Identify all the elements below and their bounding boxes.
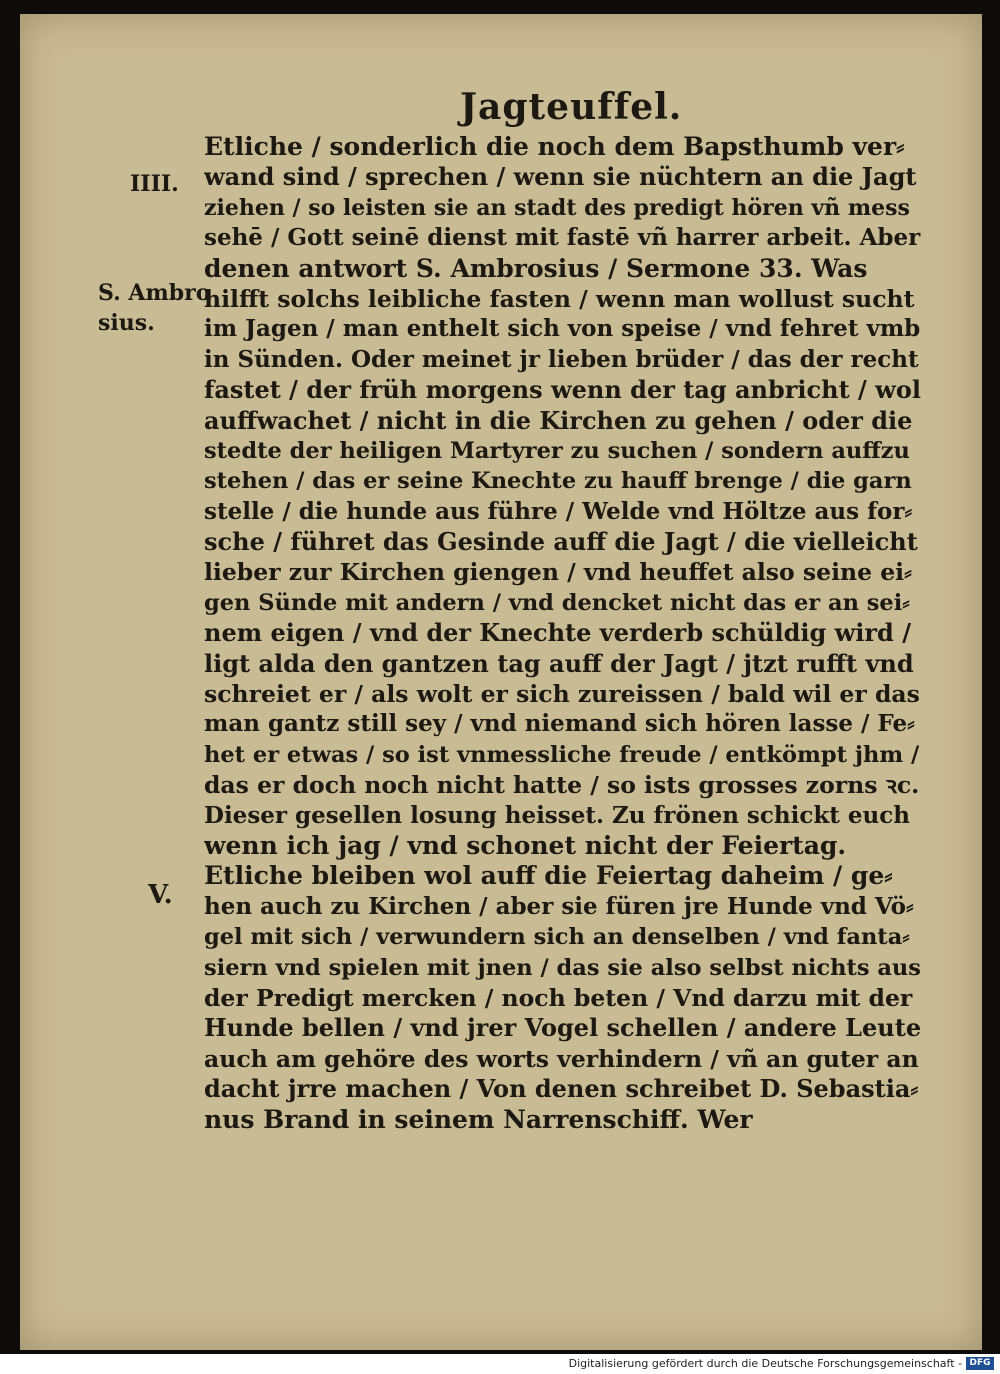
margin-note-iiii: IIII. [130, 171, 179, 197]
text-line: auffwachet / nicht in die Kirchen zu gehen / oder die [204, 405, 913, 435]
text-line: gel mit sich / verwundern sich an denselben / vnd fanta⸗ [204, 924, 910, 951]
text-line: wand sind / sprechen / wenn sie nüchtern an die Jagt [204, 162, 917, 192]
margin-note-v: V. [148, 880, 173, 910]
running-head: Jagteuffel. [460, 86, 683, 128]
text-line: stelle / die hunde aus führe / Welde vnd Höltze aus for⸗ [204, 497, 913, 525]
text-line: nem eigen / vnd der Knechte verderb schüldig wird / [204, 618, 911, 648]
footer-bar [0, 1354, 1000, 1374]
dfg-logo: DFG [966, 1357, 994, 1370]
text-line: stedte der heiligen Martyrer zu suchen / sondern auffzu [204, 437, 910, 464]
text-line: hilfft solchs leibliche fasten / wenn man wollust sucht [204, 284, 915, 313]
text-line: gen Sünde mit andern / vnd dencket nicht das er an sei⸗ [204, 589, 910, 616]
text-line: auch am gehöre des worts verhindern / vñ an guter an [204, 1044, 919, 1073]
text-line: sehē / Gott seinē dienst mit fastē vñ harrer arbeit. Aber [204, 224, 921, 252]
text-line: lieber zur Kirchen giengen / vnd heuffet also seine ei⸗ [204, 558, 912, 587]
margin-note-ambrosius-line-2: sius. [98, 310, 155, 336]
text-line: stehen / das er seine Knechte zu hauff brenge / die garn [204, 468, 912, 495]
text-line: sche / führet das Gesinde auff die Jagt / die vielleicht [204, 527, 918, 557]
text-line: siern vnd spielen mit jnen / das sie also selbst nichts aus [204, 954, 921, 981]
text-line: denen antwort S. Ambrosius / Sermone 33. Was [204, 253, 868, 283]
footer-credit: Digitalisierung gefördert durch die Deutsche Forschungsgemeinschaft - [568, 1357, 962, 1370]
text-line: dacht jrre machen / Von denen schreibet D. Sebastia⸗ [204, 1074, 919, 1104]
text-line: Etliche bleiben wol auff die Feiertag daheim / ge⸗ [204, 861, 893, 891]
main-text-block [204, 132, 924, 1135]
margin-note-ambrosius-line-1: S. Ambro [98, 280, 211, 306]
text-line: das er doch noch nicht hatte / so ists grosses zorns ꝛc. [204, 771, 920, 800]
text-line: hen auch zu Kirchen / aber sie füren jre Hunde vnd Vö⸗ [204, 892, 914, 920]
text-line: Hunde bellen / vnd jrer Vogel schellen / andere Leute [204, 1013, 922, 1043]
margin-note-ambrosius [98, 278, 210, 338]
text-line: nus Brand in seinem Narrenschiff. Wer [204, 1104, 753, 1134]
text-line: het er etwas / so ist vnmessliche freude / entkömpt jhm / [204, 741, 920, 768]
text-line: der Predigt mercken / noch beten / Vnd darzu mit der [204, 983, 913, 1012]
text-line: ziehen / so leisten sie an stadt des predigt hören vñ mess [204, 194, 910, 221]
text-line: fastet / der früh morgens wenn der tag anbricht / wol [204, 375, 921, 405]
text-line: ligt alda den gantzen tag auff der Jagt / jtzt rufft vnd [204, 648, 914, 678]
text-line: Etliche / sonderlich die noch dem Bapsthumb ver⸗ [204, 132, 905, 161]
book-page [20, 14, 982, 1350]
text-line: im Jagen / man enthelt sich von speise / vnd fehret vmb [204, 315, 921, 343]
text-line: schreiet er / als wolt er sich zureissen / bald wil er das [204, 680, 920, 709]
text-line: Dieser gesellen losung heisset. Zu frönen schickt euch [204, 801, 911, 829]
text-line: man gantz still sey / vnd niemand sich hören lasse / Fe⸗ [204, 710, 915, 738]
text-line: in Sünden. Oder meinet jr lieben brüder / das der recht [204, 345, 919, 373]
text-line: wenn ich jag / vnd schonet nicht der Feiertag. [204, 830, 847, 860]
